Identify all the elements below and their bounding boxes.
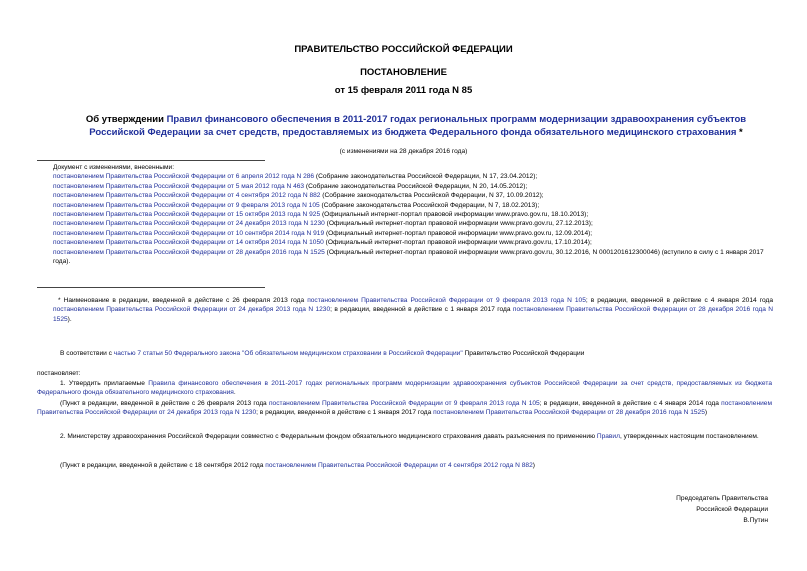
preamble-text: Правительство Российской Федерации (462, 350, 585, 357)
item-1-paragraph (37, 379, 772, 398)
amendment-item (53, 219, 773, 228)
document-title (60, 113, 772, 139)
item-1-note (37, 399, 772, 418)
footnote-text: ; в редакции, введенной в действие с 1 января 2017 года (330, 306, 513, 314)
amendments-intro: Документ с изменениями, внесенными: (53, 164, 175, 171)
amendment-item (53, 229, 773, 238)
amendment-link[interactable]: постановлением Правительства Российской Федерации от 24 декабря 2013 года N 1230 (53, 220, 325, 228)
amendments-list (53, 163, 773, 266)
item-2-text: , утвержденных настоящим постановлением. (619, 433, 759, 440)
item-1-text: 1. Утвердить прилагаемые (60, 380, 149, 387)
footnote-link-1230[interactable]: постановлением Правительства Российской Федерации от 24 декабря 2013 года N 1230 (53, 306, 331, 314)
rules-short-link[interactable]: Правил (596, 433, 620, 440)
amendment-item (53, 210, 773, 219)
item-1-note-link-1230[interactable]: постановлением Правительства Российской Федерации от 24 декабря 2013 года N 1230 (37, 400, 772, 417)
amendment-source: (Собрание законодательства Российской Федерации, N 20, 14.05.2012); (304, 182, 528, 190)
title-footnote (53, 296, 773, 324)
item-2-note-text: ) (532, 462, 535, 469)
signature-name: В.Путин (743, 517, 768, 524)
amendment-source: (Официальный интернет-портал правовой информации www.pravo.gov.ru, 12.09.2014); (324, 229, 593, 237)
footnote-link-1525[interactable]: постановлением Правительства Российской Федерации от 28 декабря 2016 года N 1525 (53, 306, 773, 323)
amendment-source: (Собрание законодательства Российской Федерации, N 17, 23.04.2012); (314, 173, 538, 181)
item-1-note-text: ; в редакции, введенной в действие с 4 января 2014 года (539, 400, 722, 407)
amendment-source: (Собрание законодательства Российской Федерации, N 7, 18.02.2013); (319, 201, 540, 209)
amendment-link[interactable]: постановлением Правительства Российской Федерации от 5 мая 2012 года N 463 (53, 182, 305, 190)
footnote-text: * Наименование в редакции, введенной в действие с 26 февраля 2013 года (58, 297, 308, 304)
preamble-text: В соответствии с (60, 350, 114, 357)
item-1-text: . (233, 389, 236, 397)
amendment-item (53, 191, 773, 200)
decides-line: постановляет: (37, 370, 81, 377)
rules-link[interactable]: Правила финансового обеспечения в 2011-2017 годах региональных программ модернизации здравоохранения субъектов Российской Федерации за счет средств, предоставляемых из бюджета Федерального фонда обязательного медицинского страхования (37, 380, 772, 397)
amendment-source: (Официальный интернет-портал правовой информации www.pravo.gov.ru, 30.12.2016, N 0001201612300046) (вступило в силу с 1 января 2017 года). (53, 248, 764, 266)
federal-law-link[interactable]: частью 7 статьи 50 Федерального закона "Об обязательном медицинском страховании в Российской Федерации" (113, 350, 463, 357)
footnote-divider (37, 287, 265, 288)
amendment-link[interactable]: постановлением Правительства Российской Федерации от 4 сентября 2012 года N 882 (53, 192, 321, 200)
amendment-link[interactable]: постановлением Правительства Российской Федерации от 28 декабря 2016 года N 1525 (53, 248, 325, 256)
amendment-link[interactable]: постановлением Правительства Российской Федерации от 9 февраля 2013 года N 105 (53, 201, 320, 209)
amendment-item (53, 182, 773, 191)
government-heading: ПРАВИТЕЛЬСТВО РОССИЙСКОЙ ФЕДЕРАЦИИ (294, 44, 513, 55)
footnote-link-105[interactable]: постановлением Правительства Российской Федерации от 9 февраля 2013 года N 105 (307, 297, 586, 304)
footnote-text: ; в редакции, введенной в действие с 4 января 2014 года (585, 297, 774, 304)
title-rules-link[interactable]: Правил финансового обеспечения в 2011-2017 годах региональных программ модернизации здравоохранения субъектов Российской Федерации за счет средств, предоставляемых из бюджета Федерального фонда обязательного медицинского страхования (89, 114, 747, 138)
item-2-note-text: (Пункт в редакции, введенной в действие с 18 сентября 2012 года (60, 462, 266, 469)
item-1-note-link-1525[interactable]: постановлением Правительства Российской Федерации от 28 декабря 2016 года N 1525 (433, 409, 705, 417)
amendment-link[interactable]: постановлением Правительства Российской Федерации от 6 апреля 2012 года N 286 (53, 173, 315, 181)
signature-position: Председатель Правительства (676, 495, 768, 502)
changes-note: (с изменениями на 28 декабря 2016 года) (339, 148, 468, 155)
item-1-note-text: ) (704, 409, 708, 417)
item-2-paragraph (37, 432, 772, 441)
amendment-source: (Официальный интернет-портал правовой информации www.pravo.gov.ru, 18.10.2013); (320, 211, 589, 219)
footnote-text: ). (67, 315, 72, 323)
item-1-note-text: ; в редакции, введенной в действие с 1 января 2017 года (256, 409, 434, 417)
item-1-note-text: (Пункт в редакции, введенной в действие с 26 февраля 2013 года (60, 400, 269, 407)
amendment-item (53, 248, 773, 267)
amendment-link[interactable]: постановлением Правительства Российской Федерации от 14 октября 2014 года N 1050 (53, 239, 324, 247)
amendment-source: (Официальный интернет-портал правовой информации www.pravo.gov.ru, 27.12.2013); (324, 220, 593, 228)
doc-type-heading: ПОСТАНОВЛЕНИЕ (360, 67, 447, 78)
top-divider (37, 160, 265, 161)
amendment-source: (Официальный интернет-портал правовой информации www.pravo.gov.ru, 17.10.2014); (323, 239, 592, 247)
item-2-note (60, 461, 772, 470)
amendment-item (53, 201, 773, 210)
item-2-note-link-882[interactable]: постановлением Правительства Российской Федерации от 4 сентября 2012 года N 882 (265, 462, 533, 469)
title-prefix: Об утверждении (85, 114, 167, 125)
signature-block (676, 493, 768, 526)
title-suffix: * (736, 127, 743, 138)
preamble-paragraph (60, 349, 772, 358)
amendment-link[interactable]: постановлением Правительства Российской Федерации от 15 октября 2013 года N 925 (53, 211, 321, 219)
doc-date-number: от 15 февраля 2011 года N 85 (334, 85, 473, 96)
amendment-item (53, 238, 773, 247)
item-2-text: 2. Министерству здравоохранения Российской Федерации совместно с Федеральным фондом обязательного медицинского страхования давать разъяснения по применению (60, 433, 597, 440)
amendment-item (53, 172, 773, 181)
amendment-source: (Собрание законодательства Российской Федерации, N 37, 10.09.2012); (320, 192, 544, 200)
item-1-note-link-105[interactable]: постановлением Правительства Российской Федерации от 9 февраля 2013 года N 105 (268, 400, 540, 407)
amendment-link[interactable]: постановлением Правительства Российской Федерации от 10 сентября 2014 года N 919 (53, 229, 325, 237)
signature-country: Российской Федерации (696, 506, 768, 513)
